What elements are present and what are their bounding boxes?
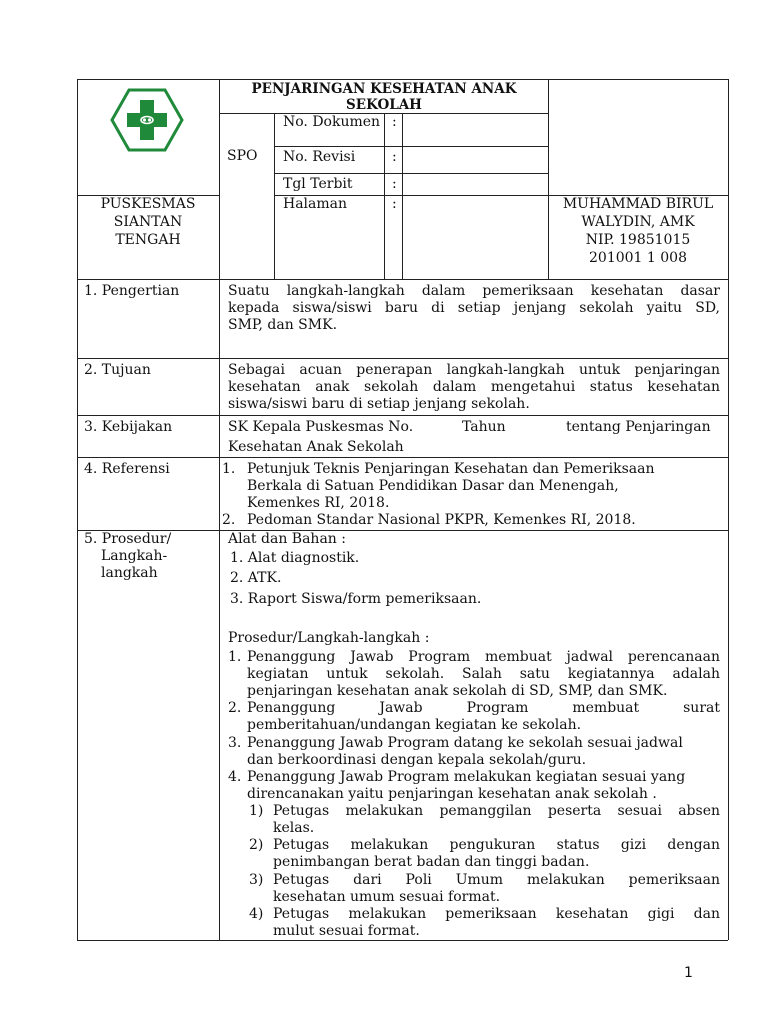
no-revisi-colon: :: [392, 149, 397, 165]
table-border-bottom: [77, 940, 728, 941]
page-number: 1: [684, 965, 693, 981]
no-dokumen-colon: :: [392, 114, 397, 130]
pengertian-line-1: Suatu langkah-langkah dalam pemeriksaan kesehatan dasar: [228, 283, 720, 299]
substep-3-line-1: Petugas dari Poli Umum melakukan pemeriksaan: [273, 872, 720, 888]
halaman-colon: :: [392, 196, 397, 212]
header-divider-signatory: [548, 79, 549, 279]
substep-2-line-1: Petugas melakukan pengukuran status gizi dengan: [273, 837, 720, 853]
step-3-line-1: Penanggung Jawab Program datang ke sekolah sesuai jadwal: [247, 735, 683, 751]
referensi-item-1-line-3: Kemenkes RI, 2018.: [247, 495, 390, 511]
step-3-num: 3.: [228, 735, 242, 751]
alat-item-2: 2. ATK.: [230, 570, 282, 586]
halaman-label: Halaman: [283, 196, 348, 212]
tujuan-line-3: siswa/siswi baru di setiap jenjang sekolah.: [228, 396, 530, 412]
referensi-item-1-line-2: Berkala di Satuan Pendidikan Dasar dan Menengah,: [247, 478, 619, 494]
kebijakan-label: 3. Kebijakan: [84, 419, 173, 435]
table-divider-label-column: [219, 79, 220, 940]
header-bottom: [77, 279, 728, 280]
substep-4-line-1: Petugas melakukan pemeriksaan kesehatan gigi dan: [273, 906, 720, 922]
substep-3-line-2: kesehatan umum sesuai format.: [273, 889, 501, 905]
referensi-label: 4. Referensi: [84, 461, 170, 477]
kebijakan-line-2: Kesehatan Anak Sekolah: [228, 439, 404, 455]
step-2-line-2: pemberitahuan/undangan kegiatan ke sekolah.: [247, 717, 582, 733]
header-row-line-2: [274, 173, 548, 174]
header-divider-label: [384, 113, 385, 279]
step-1-line-3: penjaringan kesehatan anak sekolah di SD, SMP, dan SMK.: [247, 683, 668, 699]
kebijakan-text-c: tentang Penjaringan: [566, 419, 711, 435]
substep-2-num: 2): [249, 837, 264, 853]
row-line-referensi: [77, 530, 728, 531]
referensi-item-2-line-1: Pedoman Standar Nasional PKPR, Kemenkes RI, 2018.: [247, 512, 636, 528]
pengertian-line-3: SMP, dan SMK.: [228, 317, 338, 333]
substep-1-line-1: Petugas melakukan pemanggilan peserta sesuai absen: [273, 803, 720, 819]
substep-1-line-2: kelas.: [273, 820, 315, 836]
header-divider-colon: [402, 113, 403, 279]
tgl-terbit-label: Tgl Terbit: [283, 176, 353, 192]
row-line-pengertian: [77, 358, 728, 359]
prosedur-label-line-2: Langkah-: [101, 548, 168, 564]
step-4-line-1: Penanggung Jawab Program melakukan kegiatan sesuai yang: [247, 769, 686, 785]
prosedur-label-line-1: 5. Prosedur/: [84, 531, 172, 547]
signatory-nip-line-1: NIP. 19851015: [585, 232, 691, 248]
alat-item-3: 3. Raport Siswa/form pemeriksaan.: [230, 591, 482, 607]
org-name-line-2: SIANTAN: [113, 214, 183, 230]
table-border-left: [77, 79, 78, 940]
step-1-num: 1.: [228, 649, 242, 665]
step-4-line-2: direncanakan yaitu penjaringan kesehatan anak sekolah .: [247, 786, 657, 802]
no-revisi-label: No. Revisi: [283, 149, 356, 165]
header-title-bottom: [219, 113, 548, 114]
kebijakan-text-a: SK Kepala Puskesmas No.: [228, 419, 414, 435]
referensi-item-1-line-1: Petunjuk Teknis Penjaringan Kesehatan dan Pemeriksaan: [247, 461, 655, 477]
referensi-item-1-num: 1.: [222, 461, 236, 477]
prosedur-title: Prosedur/Langkah-langkah :: [228, 630, 430, 646]
no-dokumen-label: No. Dokumen: [283, 114, 381, 130]
org-name-line-3: TENGAH: [115, 232, 181, 248]
referensi-item-2-num: 2.: [222, 512, 236, 528]
health-cross-logo-icon: [110, 88, 184, 152]
signatory-name-line-2: WALYDIN, AMK: [581, 214, 695, 230]
table-border-right: [728, 79, 729, 940]
header-row-line-1: [274, 146, 548, 147]
substep-4-num: 4): [249, 906, 264, 922]
step-2-num: 2.: [228, 700, 242, 716]
alat-item-1: 1. Alat diagnostik.: [230, 550, 360, 566]
tgl-terbit-colon: :: [392, 176, 397, 192]
kebijakan-text-b: Tahun: [462, 419, 506, 435]
step-2-line-1: Penanggung Jawab Program membuat surat: [247, 700, 720, 716]
row-line-kebijakan: [77, 457, 728, 458]
alat-bahan-title: Alat dan Bahan :: [228, 531, 346, 547]
pengertian-line-2: kepada siswa/siswi baru di setiap jenjang sekolah yaitu SD,: [228, 300, 720, 316]
step-1-line-1: Penanggung Jawab Program membuat jadwal perencanaan: [247, 649, 720, 665]
step-1-line-2: kegiatan untuk sekolah. Salah satu kegiatannya adalah: [247, 666, 720, 682]
step-3-line-2: dan berkoordinasi dengan kepala sekolah/guru.: [247, 752, 587, 768]
substep-2-line-2: penimbangan berat badan dan tinggi badan.: [273, 854, 590, 870]
tujuan-label: 2. Tujuan: [84, 362, 151, 378]
substep-3-num: 3): [249, 872, 264, 888]
step-4-num: 4.: [228, 769, 242, 785]
table-border-top: [77, 79, 728, 80]
substep-4-line-2: mulut sesuai format.: [273, 923, 420, 939]
substep-1-num: 1): [249, 803, 264, 819]
signatory-nip-line-2: 201001 1 008: [589, 250, 687, 266]
prosedur-label-line-3: langkah: [101, 565, 158, 581]
spo-label: SPO: [227, 148, 258, 164]
header-divider-spo: [274, 113, 275, 279]
document-title: PENJARINGAN KESEHATAN ANAK SEKOLAH: [251, 81, 517, 113]
tujuan-line-1: Sebagai acuan penerapan langkah-langkah untuk penjaringan: [228, 362, 720, 378]
org-name-line-1: PUSKESMAS: [100, 196, 196, 212]
pengertian-label: 1. Pengertian: [84, 283, 180, 299]
signatory-name-line-1: MUHAMMAD BIRUL: [562, 196, 714, 212]
tujuan-line-2: kesehatan anak sekolah dalam mengetahui status kesehatan: [228, 379, 720, 395]
row-line-tujuan: [77, 415, 728, 416]
